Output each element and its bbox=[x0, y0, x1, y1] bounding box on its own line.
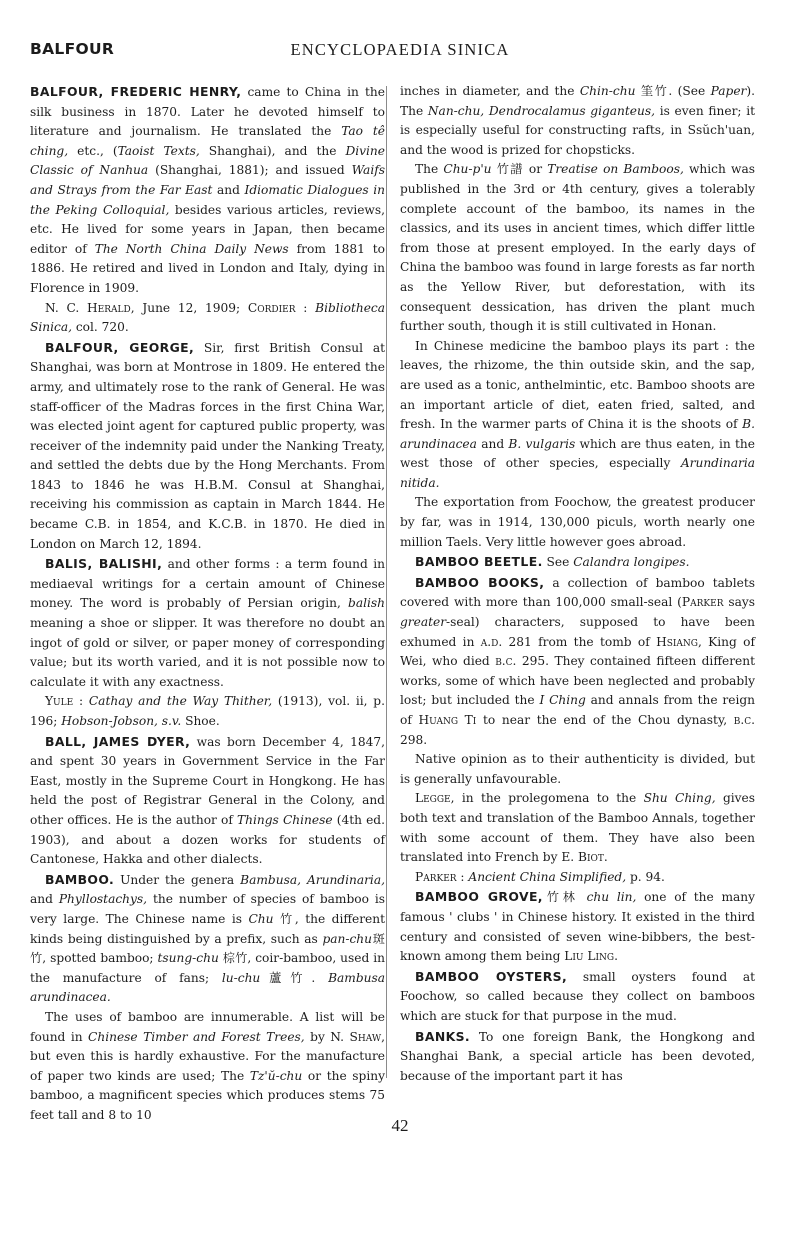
entry-text: from 1881 to 1886. He retired and lived in London and Italy, dying in Florence in 1909. bbox=[30, 241, 386, 295]
ref-smallcaps: Parker bbox=[681, 595, 724, 610]
entry-text: , coir-bamboo, used in the manufacture of fans; bbox=[30, 951, 386, 985]
headword: BALIS, BALISHI, bbox=[45, 556, 163, 572]
entry-text: and bbox=[212, 182, 245, 197]
headword: BAMBOO BEETLE. bbox=[415, 554, 543, 570]
title-italic: Divine Classic of Nanhua bbox=[30, 143, 385, 178]
entry-text: inches in diameter, and the bbox=[400, 84, 580, 98]
entry-text: , in the prolegomena to the bbox=[450, 791, 644, 806]
title-italic: Taoist Texts, bbox=[117, 143, 200, 158]
header-headword: BALFOUR bbox=[30, 40, 115, 58]
entry-text: (Shanghai, 1881); and issued bbox=[148, 163, 352, 178]
entry-text: small oysters found at Foochow, so called because they collect on bamboos which are stuck for that purpose in the mud. bbox=[400, 969, 755, 1023]
title-italic: Phyllostachys, bbox=[58, 892, 148, 907]
title-italic: Waifs and Strays from the Far East bbox=[30, 163, 385, 197]
paragraph bbox=[400, 337, 755, 494]
chinese-characters: 棕竹 bbox=[218, 951, 248, 966]
title-italic: B. vulgaris bbox=[508, 436, 576, 451]
ref-smallcaps: Biot. bbox=[578, 850, 608, 865]
paragraph bbox=[400, 160, 755, 336]
entry-text: or the spiny bamboo, a magnificent species which produces stems 75 feet tall and 8 to 10 bbox=[30, 1068, 385, 1122]
headword: BAMBOO GROVE, bbox=[415, 889, 543, 905]
entry-text: 281 from the tomb of bbox=[502, 634, 657, 649]
header-title: ENCYCLOPAEDIA SINICA bbox=[290, 40, 510, 59]
ref-smallcaps: b.c. bbox=[495, 654, 517, 669]
entry-text: etc., ( bbox=[68, 143, 118, 158]
chinese-characters: 竹譜 bbox=[491, 162, 524, 177]
headword: BALFOUR, GEORGE, bbox=[45, 339, 195, 355]
chinese-characters: 竹林 bbox=[542, 890, 579, 905]
title-italic: Bambusa arundinacea. bbox=[30, 970, 386, 1005]
entry-text: Shanghai), and the bbox=[199, 143, 346, 158]
title-italic: Shu Ching, bbox=[643, 791, 716, 806]
entry-text: ). The bbox=[400, 84, 756, 118]
entry-text: one of the many famous ' clubs ' in Chinese history. It existed in the third century and consisted of seven wine-bibbers, the best-known among them being bbox=[400, 890, 756, 964]
title-italic: lu-chu bbox=[221, 970, 261, 985]
chinese-characters: 斑竹 bbox=[30, 931, 385, 966]
entry-text: The bbox=[415, 162, 444, 177]
headword: BALFOUR, FREDERIC HENRY, bbox=[30, 84, 242, 99]
title-italic: Chinese Timber and Forest Trees, bbox=[88, 1029, 305, 1044]
entry-text: by N. bbox=[304, 1029, 350, 1044]
entry-text: . (See bbox=[668, 84, 711, 98]
entry-text: besides various articles, reviews, etc. He lived for some years in Japan, then became editor of bbox=[30, 202, 385, 256]
ref-smallcaps: Yule bbox=[45, 694, 74, 709]
entry-ball bbox=[30, 732, 385, 870]
ref-smallcaps: Huang Ti bbox=[418, 713, 477, 727]
entry-text: To one foreign Bank, the Hongkong and Shanghai Bank, a special article has been devoted, because of the important part it has bbox=[400, 1029, 755, 1083]
right-column bbox=[400, 82, 755, 1086]
entry-text: says bbox=[723, 595, 755, 610]
entry-text: Native opinion as to their authenticity is divided, but is generally unfavourable. bbox=[400, 752, 755, 786]
entry-text: which was published in the 3rd or 4th century, gives a tolerably complete account of the bamboo, its names in the classics, and its uses in ancient times, which differ little from those at present employed. In the early days of China the bamboo was found in large forests as far north as the Yellow River, but deforestation, with its consequent dessication, has driven the plant much further south, though it is still cultivated in Honan. bbox=[400, 162, 755, 334]
headword: BANKS. bbox=[415, 1028, 471, 1044]
entry-text: , King of Wei, who died bbox=[400, 634, 756, 669]
headword: BAMBOO. bbox=[45, 871, 115, 887]
ref-text: (1913), vol. ii, p. 196; bbox=[30, 694, 385, 728]
entry-text: , the different kinds being distinguished by a prefix, such as bbox=[30, 911, 386, 946]
ref-text: June 12, 1909; bbox=[134, 300, 248, 315]
ref-italic: Hobson-Jobson, s.v. bbox=[61, 714, 182, 728]
entry-text: See bbox=[542, 555, 574, 570]
entry-text: to near the end of the Chou dynasty, bbox=[476, 713, 734, 727]
entry-banks bbox=[400, 1027, 755, 1087]
ref-text: col. 720. bbox=[71, 320, 129, 335]
title-italic: tsung-chu bbox=[157, 951, 219, 966]
ref-smallcaps: a.d. bbox=[480, 634, 503, 649]
title-italic: balish bbox=[348, 596, 385, 611]
entry-text: (4th ed. 1903), and about a dozen works for students of Cantonese, Hakka and other dialects. bbox=[30, 812, 385, 867]
reference-line bbox=[30, 692, 385, 731]
ref-text: Shoe. bbox=[181, 714, 220, 728]
ref-smallcaps: Hsiang bbox=[656, 634, 698, 649]
title-italic: pan-chu bbox=[322, 931, 372, 946]
title-italic: Tao tê ching, bbox=[30, 124, 385, 158]
entry-text: which are thus eaten, in the west those of other species, especially bbox=[400, 436, 755, 471]
title-italic: Arundinaria nitida. bbox=[400, 456, 755, 490]
title-italic: Idiomatic Dialogues in the Peking Colloquial, bbox=[30, 182, 385, 217]
entry-text: The exportation from Foochow, the greatest producer by far, was in 1914, 130,000 piculs, worth nearly one million Taels. Very little however goes abroad. bbox=[400, 495, 755, 549]
reference-line bbox=[400, 868, 755, 888]
ref-smallcaps: Legge bbox=[415, 791, 451, 806]
entry-text: came to China in the silk business in 1870. Later he devoted himself to literature and journalism. He translated the bbox=[30, 85, 385, 139]
title-italic: Bambusa, Arundinaria, bbox=[240, 872, 385, 887]
paragraph bbox=[400, 82, 755, 160]
title-italic: The North China Daily News bbox=[94, 241, 289, 256]
entry-bamboo-books bbox=[400, 573, 755, 750]
ref-smallcaps: Parker bbox=[415, 869, 457, 884]
chinese-characters: 筀竹 bbox=[635, 84, 669, 98]
title-italic: Things Chinese bbox=[237, 812, 333, 827]
entry-text: . bbox=[311, 970, 329, 985]
ref-smallcaps: b.c. bbox=[733, 713, 755, 727]
chinese-characters: 蘆竹 bbox=[260, 970, 312, 985]
entry-text: meaning a shoe or slipper. It was therefore no doubt an ingot of gold or silver, or paper money of corresponding value; but its worth varied, and it is not possible now to calculate it with any exactness. bbox=[30, 616, 385, 689]
entry-text: Sir, first British Consul at Shanghai, was born at Montrose in 1809. He entered the army, and ultimately rose to the rank of General. He was staff-officer of the Madras forces in the first China War, was elected joint agent for captured public property, was receiver of the indemnity paid under the Nanking Treaty, and settled the debts due by the Hong Merchants. From 1843 to 1846 he was H.B.M. Consul at Shanghai, receiving his commission as captain in March 1844. He became C.B. in 1854, and K.C.B. in 1870. He died in London on March 12, 1894. bbox=[30, 340, 385, 551]
paragraph bbox=[30, 1008, 385, 1126]
column-rule bbox=[386, 86, 387, 1078]
title-italic: B. arundinacea bbox=[400, 417, 755, 451]
entry-text: , but even this is hardly exhaustive. For the manufacture of paper two kinds are used; The bbox=[30, 1029, 385, 1083]
ref-italic: Cathay and the Way Thither, bbox=[88, 694, 273, 709]
ref-smallcaps: Liu Ling. bbox=[564, 949, 618, 964]
paragraph bbox=[400, 750, 755, 789]
entry-text: The uses of bamboo are innumerable. A list will be found in bbox=[30, 1009, 385, 1044]
entry-bamboo-beetle bbox=[400, 552, 755, 573]
page-number: 42 bbox=[391, 1116, 409, 1135]
ref-italic: Bibliotheca Sinica, bbox=[30, 300, 385, 335]
ref-text: : bbox=[456, 869, 469, 884]
entry-balis bbox=[30, 554, 385, 692]
entry-text: -seal) characters, supposed to have been exhumed in bbox=[400, 615, 755, 649]
title-italic: Chin-chu bbox=[579, 84, 636, 98]
running-header bbox=[30, 40, 770, 64]
headword: BALL, JAMES DYER, bbox=[45, 733, 191, 749]
entry-balfour-frederic bbox=[30, 82, 385, 299]
reference-line bbox=[30, 299, 385, 338]
entry-text: and other forms : a term found in mediaeval writings for a certain amount of Chinese money. The word is probably of Persian origin, bbox=[30, 557, 385, 611]
entry-text: a collection of bamboo tablets covered with more than 100,000 small-seal ( bbox=[400, 575, 755, 610]
entry-text: , spotted bamboo; bbox=[42, 951, 158, 966]
left-column bbox=[30, 82, 385, 1125]
title-italic: chu lin, bbox=[578, 890, 637, 905]
entry-bamboo-grove bbox=[400, 887, 755, 966]
ref-smallcaps: Shaw bbox=[349, 1029, 382, 1044]
title-italic: Nan-chu, Dendrocalamus giganteus, bbox=[427, 103, 655, 118]
entry-text: the number of species of bamboo is very large. The Chinese name is bbox=[30, 892, 385, 926]
paragraph bbox=[400, 789, 755, 867]
ref-italic: Ancient China Simplified, bbox=[468, 869, 627, 884]
entry-text: is even finer; it is especially useful for constructing rafts, in Ssŭch'uan, and the wood is prized for chopsticks. bbox=[400, 103, 755, 157]
headword: BAMBOO BOOKS, bbox=[415, 574, 545, 590]
title-italic: Treatise on Bamboos, bbox=[547, 162, 684, 177]
title-italic: Chu-p'u bbox=[443, 162, 492, 177]
ref-smallcaps: Cordier bbox=[247, 300, 296, 315]
paragraph bbox=[400, 493, 755, 552]
entry-text: and bbox=[30, 892, 59, 907]
ref-text: : bbox=[295, 300, 316, 315]
chinese-characters: 竹 bbox=[273, 911, 295, 926]
title-italic: greater bbox=[400, 615, 447, 630]
entry-text: 298. bbox=[400, 732, 428, 747]
ref-smallcaps: Herald, bbox=[87, 300, 135, 315]
cross-reference: Calandra longipes. bbox=[573, 555, 690, 570]
entry-text: Under the genera bbox=[114, 872, 241, 887]
entry-text: was born December 4, 1847, and spent 30 years in Government Service in the Far East, mostly in the Supreme Court in Hongkong. He has held the post of Registrar General in the Colony, and other offices. He is the author of bbox=[30, 734, 385, 827]
entry-bamboo bbox=[30, 870, 385, 1008]
entry-bamboo-oysters bbox=[400, 967, 755, 1027]
headword: BAMBOO OYSTERS, bbox=[415, 968, 568, 984]
entry-text: or bbox=[523, 162, 548, 177]
ref-text: : bbox=[73, 694, 89, 709]
ref-text: N. C. bbox=[45, 300, 88, 315]
title-italic: I Ching bbox=[539, 693, 586, 708]
entry-balfour-george bbox=[30, 338, 385, 555]
entry-text: In Chinese medicine the bamboo plays its part : the leaves, the rhizome, the thin outside skin, and the sap, are used as a tonic, anthelmintic, etc. Bamboo shoots are an important article of diet, eaten fried, salted, and fresh. In the warmer parts of China it is the shoots of bbox=[400, 338, 755, 432]
title-italic: Chu bbox=[248, 911, 274, 926]
entry-text: and annals from the reign of bbox=[400, 693, 756, 727]
entry-text: gives both text and translation of the Bamboo Annals, together with some account of them. They have also been translated into French by E. bbox=[400, 791, 755, 865]
ref-text: p. 94. bbox=[626, 869, 665, 884]
entry-text: and bbox=[476, 436, 509, 451]
title-italic: Paper bbox=[710, 84, 747, 98]
entry-text: 295. They contained fifteen different works, some of which have been neglected and probably lost; but included the bbox=[400, 654, 755, 708]
title-italic: Tz'ŭ-chu bbox=[249, 1068, 303, 1083]
